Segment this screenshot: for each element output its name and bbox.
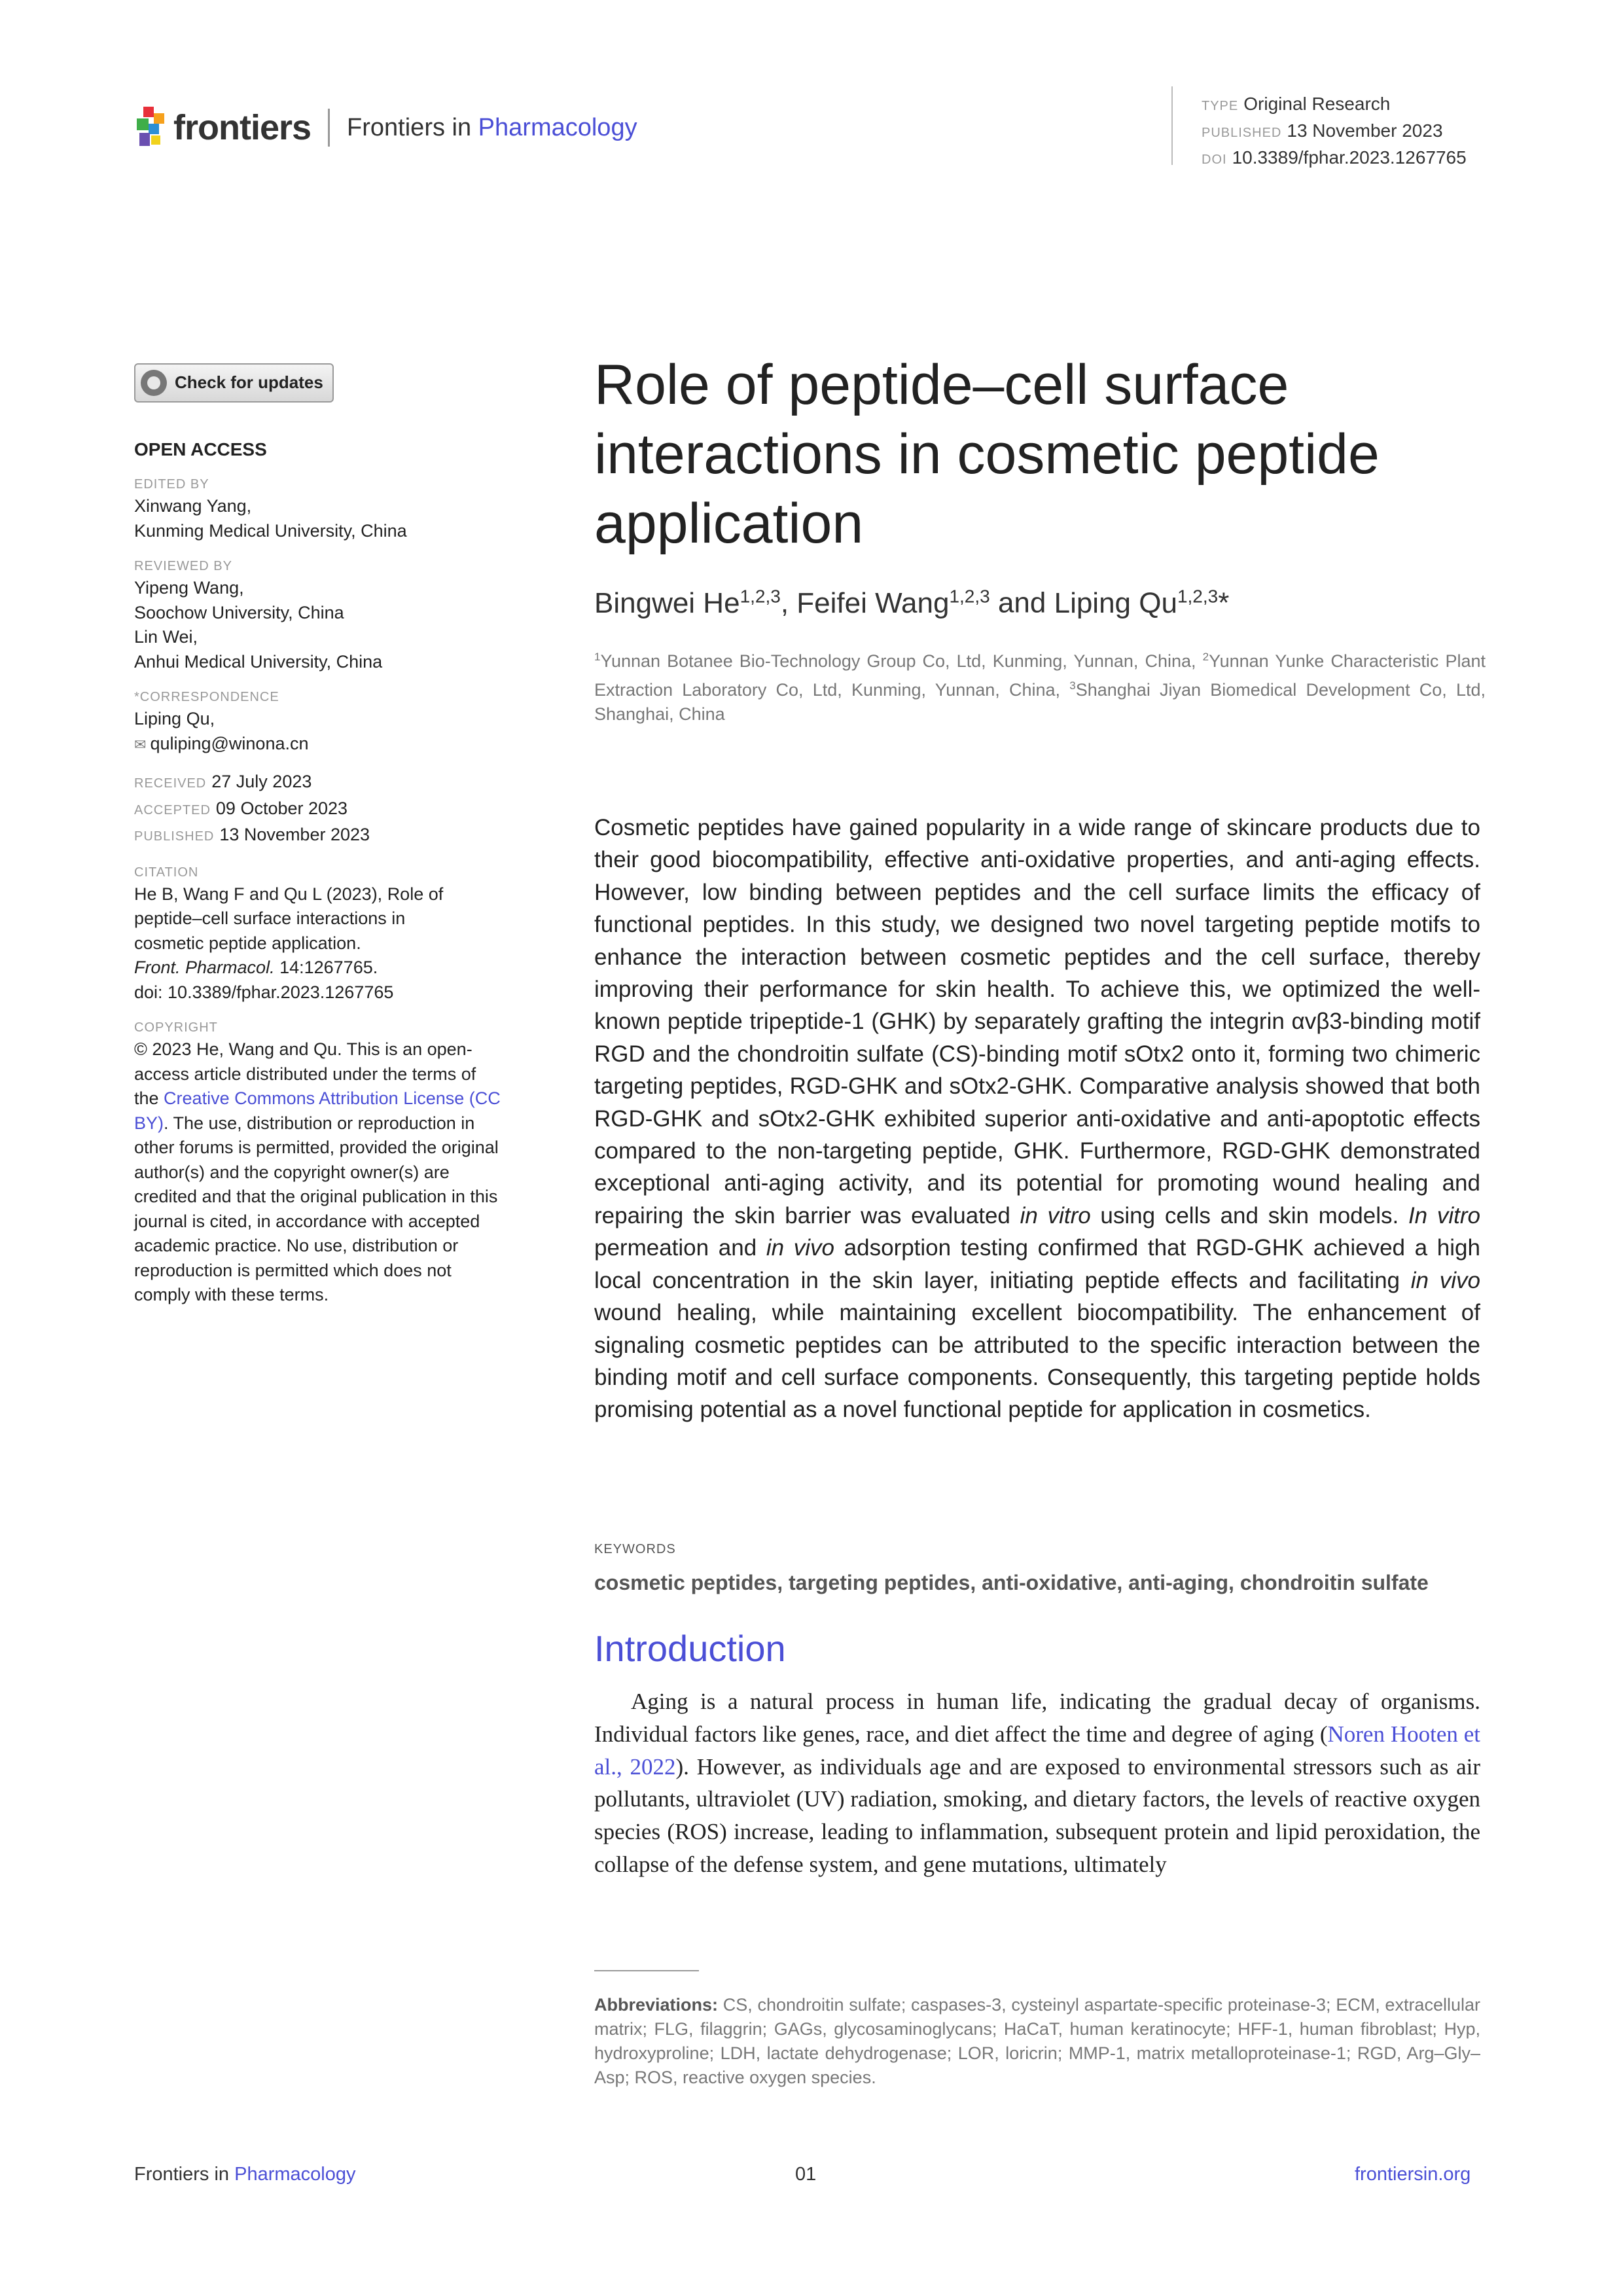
copyright-text-1: © 2023 He, Wang and Qu. This is an open-access article distributed under the terms of the xyxy=(134,1039,476,1108)
author-3[interactable] xyxy=(1054,587,1219,619)
affiliations xyxy=(594,645,1486,726)
meta-divider xyxy=(1171,86,1173,165)
copyright-text xyxy=(134,1037,501,1308)
meta-doi-value[interactable]: 10.3389/fphar.2023.1267765 xyxy=(1232,147,1467,168)
journal-name[interactable] xyxy=(347,114,637,142)
accepted-row xyxy=(134,797,501,823)
correspondence-name: Liping Qu, xyxy=(134,709,215,728)
author-2-name: Feifei Wang xyxy=(796,586,950,619)
abstract-italic-1: in vitro xyxy=(1020,1202,1091,1229)
reviewed-by-label: REVIEWED BY xyxy=(134,559,232,573)
frontiers-logo-icon xyxy=(134,107,168,149)
published-row xyxy=(134,823,501,850)
check-for-updates-button[interactable] xyxy=(134,363,334,403)
meta-doi-label: DOI xyxy=(1202,152,1227,167)
abstract-part-3: permeation and xyxy=(594,1235,766,1261)
cc-by-link[interactable]: Creative Commons Attribution License (CC BY) xyxy=(134,1088,501,1133)
author-list xyxy=(594,586,1229,620)
author-1-name: Bingwei He xyxy=(594,586,740,619)
meta-type-label: TYPE xyxy=(1202,99,1239,113)
abbreviations-text: CS, chondroitin sulfate; caspases-3, cysteinyl aspartate-specific proteinase-3; ECM, extracellular matrix; FLG, filaggrin; GAGs, glycosaminoglycans; HaCaT, human keratinocyte; HFF-1, human fibroblast; Hyp, hydroxyproline; LDH, lactate dehydrogenase; LOR, loricrin; MMP-1, matrix metalloproteinase-1; RGD, Arg–Gly–Asp; ROS, reactive oxygen species. xyxy=(594,1995,1480,2087)
abstract-part-2: using cells and skin models. xyxy=(1090,1202,1408,1229)
dates-block xyxy=(134,770,501,850)
author-1[interactable] xyxy=(594,587,781,619)
article-title: Role of peptide–cell surface interactions in cosmetic peptide application xyxy=(594,353,1380,555)
correspondence-label: *CORRESPONDENCE xyxy=(134,690,279,704)
citation-line-4 xyxy=(134,956,501,980)
citation-doi[interactable]: doi: 10.3389/fphar.2023.1267765 xyxy=(134,982,394,1002)
received-label: RECEIVED xyxy=(134,776,207,791)
journal-prefix: Frontiers in xyxy=(347,113,478,141)
author-2-sup: 1,2,3 xyxy=(949,586,990,606)
abstract xyxy=(594,812,1480,1426)
abstract-part-4: adsorption testing confirmed that RGD-GHK achieved a high local concentration in the skin layer, initiating peptide effects and facilitating xyxy=(594,1235,1480,1293)
copyright-text-2: . The use, distribution or reproduction in other forums is permitted, provided the original author(s) and the copyright owner(s) are credited and that the original publication in this journal is cited, in accordance with accepted academic practice. No use, distribution or reproduction is permitted which does not comply with these terms. xyxy=(134,1113,499,1304)
meta-published-label: PUBLISHED xyxy=(1202,126,1282,140)
reviewer-1-name: Yipeng Wang, xyxy=(134,578,244,598)
open-access-heading: OPEN ACCESS xyxy=(134,439,267,459)
frontiers-logo[interactable] xyxy=(134,105,637,151)
affil-2-sup: 2 xyxy=(1202,651,1209,663)
reviewer-2-affiliation: Anhui Medical University, China xyxy=(134,651,383,672)
corresponding-star: * xyxy=(1218,586,1230,619)
affil-3: Shanghai Jiyan Biomedical Development Co, Ltd, Shanghai, China xyxy=(594,680,1486,724)
intro-paragraph xyxy=(594,1685,1480,1881)
introduction-heading: Introduction xyxy=(594,1628,786,1669)
meta-type-value: Original Research xyxy=(1243,94,1391,114)
sidebar xyxy=(134,363,501,1308)
editor-affiliation: Kunming Medical University, China xyxy=(134,520,407,541)
introduction-text xyxy=(594,1685,1480,1881)
abstract-italic-4: in vivo xyxy=(1410,1267,1480,1293)
affil-1: Yunnan Botanee Bio-Technology Group Co, Ltd, Kunming, Yunnan, China, xyxy=(600,651,1203,671)
citation-line-3: cosmetic peptide application. xyxy=(134,933,361,953)
abstract-italic-2: In vitro xyxy=(1408,1202,1480,1229)
citation-journal: Front. Pharmacol. xyxy=(134,958,275,977)
keywords-label: KEYWORDS xyxy=(594,1542,676,1556)
abbreviations xyxy=(594,1993,1480,2090)
citation-label: CITATION xyxy=(134,865,199,880)
copyright-label: COPYRIGHT xyxy=(134,1020,218,1035)
footer-journal[interactable] xyxy=(134,2164,355,2185)
accepted-label: ACCEPTED xyxy=(134,802,211,817)
author-3-sup: 1,2,3 xyxy=(1177,586,1219,606)
intro-part-1: Aging is a natural process in human life, indicating the gradual decay of organisms. Individual factors like genes, race, and diet affect the time and degree of aging ( xyxy=(594,1689,1480,1747)
footer-journal-link[interactable]: Pharmacology xyxy=(234,2164,356,2185)
correspondence-email-row[interactable] xyxy=(134,732,501,757)
affil-3-sup: 3 xyxy=(1069,679,1076,692)
footer-journal-prefix: Frontiers in xyxy=(134,2164,235,2185)
intro-reference-link[interactable]: Noren Hooten et al., 2022 xyxy=(594,1721,1480,1780)
author-sep-1: , xyxy=(780,586,797,619)
envelope-icon: ✉ xyxy=(134,736,147,753)
check-updates-icon xyxy=(141,370,167,396)
abbreviations-label: Abbreviations: xyxy=(594,1995,719,2015)
check-updates-label: Check for updates xyxy=(175,372,323,393)
abstract-part-1: Cosmetic peptides have gained popularity in a wide range of skincare products due to their good biocompatibility, effective anti-oxidative properties, and anti-aging effects. However, low binding between peptides and the cell surface limits the efficacy of functional peptides. In this study, we designed two novel targeting peptide motifs to enhance the interaction between cosmetic peptides and the cell surface, thereby improving their performance for skin health. To achieve this, we optimized the well-known peptide tripeptide-1 (GHK) by separately grafting the integrin αvβ3-binding motif RGD and the chondroitin sulfate (CS)-binding motif sOtx2 onto it, forming two chimeric targeting peptides, RGD-GHK and sOtx2-GHK. Comparative analysis showed that both RGD-GHK and sOtx2-GHK exhibited superior anti-oxidative and anti-apoptotic effects compared to the non-targeting peptide, GHK. Furthermore, RGD-GHK demonstrated exceptional anti-aging activity, and its potential for promoting wound healing and repairing the skin barrier was evaluated xyxy=(594,815,1480,1229)
abstract-italic-3: in vivo xyxy=(766,1235,834,1261)
journal-link[interactable]: Pharmacology xyxy=(478,113,637,141)
affil-2: Yunnan Yunke Characteristic Plant Extraction Laboratory Co, Ltd, Kunming, Yunnan, China, xyxy=(594,651,1486,700)
page-number: 01 xyxy=(795,2164,817,2185)
edited-by-label: EDITED BY xyxy=(134,477,209,492)
intro-part-2: ). However, as individuals age and are exposed to environmental stressors such as air pollutants, ultraviolet (UV) radiation, smoking, and dietary factors, the levels of reactive oxygen species (ROS) increase, leading to inflammation, subsequent protein and lipid peroxidation, the collapse of the defense system, and gene mutations, ultimately xyxy=(594,1753,1480,1877)
published-label: PUBLISHED xyxy=(134,829,215,844)
abstract-part-5: wound healing, while maintaining excellent biocompatibility. The enhancement of signaling cosmetic peptides can be attributed to the specific interaction between the binding motif and cell surface components. Consequently, this targeting peptide holds promising potential as a novel functional peptide for application in cosmetics. xyxy=(594,1300,1480,1423)
keywords: cosmetic peptides, targeting peptides, anti-oxidative, anti-aging, chondroitin sulfate xyxy=(594,1571,1429,1594)
author-2[interactable] xyxy=(796,587,990,619)
meta-type xyxy=(1202,92,1467,118)
meta-published xyxy=(1202,118,1467,145)
received-date: 27 July 2023 xyxy=(211,772,312,791)
citation-line-1: He B, Wang F and Qu L (2023), Role of xyxy=(134,884,444,904)
received-row xyxy=(134,770,501,797)
footnote-rule xyxy=(594,1970,699,1971)
author-sep-2: and xyxy=(990,586,1054,619)
footer-site-link[interactable]: frontiersin.org xyxy=(1355,2164,1471,2185)
reviewer-1-affiliation: Soochow University, China xyxy=(134,602,344,622)
citation-volume: 14:1267765. xyxy=(274,958,378,977)
author-3-name: Liping Qu xyxy=(1054,586,1177,619)
reviewer-2-name: Lin Wei, xyxy=(134,627,198,647)
published-date: 13 November 2023 xyxy=(219,825,370,844)
citation-line-2: peptide–cell surface interactions in xyxy=(134,908,406,928)
logo-wordmark: frontiers xyxy=(173,108,312,147)
accepted-date: 09 October 2023 xyxy=(215,798,348,818)
article-meta xyxy=(1202,92,1467,172)
affil-1-sup: 1 xyxy=(594,651,601,663)
meta-published-value: 13 November 2023 xyxy=(1287,120,1443,141)
author-1-sup: 1,2,3 xyxy=(740,586,781,606)
editor-name: Xinwang Yang, xyxy=(134,496,252,516)
logo-separator xyxy=(328,109,330,147)
correspondence-email[interactable]: quliping@winona.cn xyxy=(150,733,309,753)
meta-doi xyxy=(1202,145,1467,172)
